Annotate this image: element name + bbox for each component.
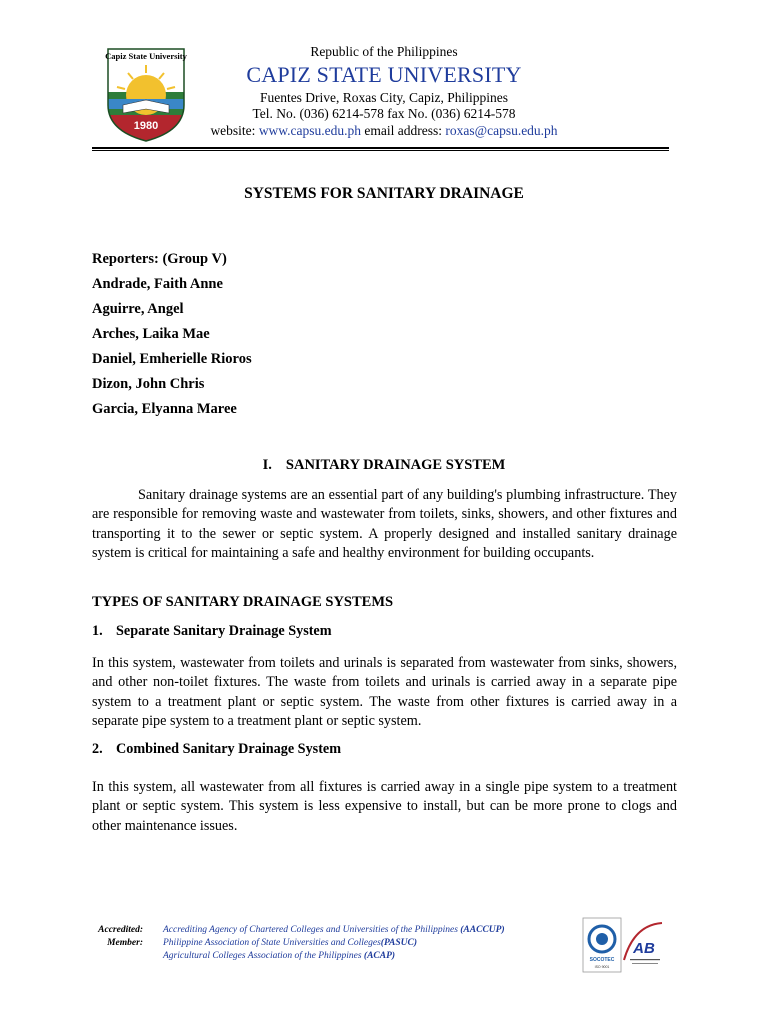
section-title: SANITARY DRAINAGE SYSTEM bbox=[285, 457, 506, 473]
logo-top-text: Capiz State University bbox=[105, 51, 187, 61]
reporters-list bbox=[92, 250, 252, 425]
type-paragraph: In this system, wastewater from toilets and urinals is separated from wastewater from sinks, showers, and other non-toilet fixtures. The waste from toilets and urinals is carried away in a separate pipe system to a treatment plant or septic system. The waste from other fixtures is carried away in a separate pipe system to a treatment plant or septic system. bbox=[92, 655, 677, 730]
section-heading bbox=[0, 457, 768, 474]
university-name: CAPIZ STATE UNIVERSITY bbox=[246, 61, 522, 87]
reporter-name: Garcia, Elyanna Maree bbox=[92, 401, 237, 417]
certification-logos bbox=[582, 915, 666, 975]
type-number: 1. bbox=[92, 623, 103, 639]
reporter-name: Daniel, Emherielle Rioros bbox=[92, 351, 252, 367]
reporter-name: Dizon, John Chris bbox=[92, 376, 205, 392]
republic-line: Republic of the Philippines bbox=[310, 44, 458, 59]
type-heading bbox=[92, 623, 332, 640]
website-label: website: bbox=[210, 122, 259, 138]
website-link[interactable]: www.capsu.edu.ph bbox=[258, 122, 362, 138]
member-label: Member: bbox=[107, 938, 143, 948]
footer-line-acap: Agricultural Colleges Association of the Philippines (ACAP) bbox=[163, 951, 396, 961]
university-logo bbox=[103, 43, 189, 143]
logo1-sub: ISO 9001 bbox=[594, 965, 610, 969]
type-title: Combined Sanitary Drainage System bbox=[116, 741, 342, 757]
phone-line: Tel. No. (036) 6214-578 fax No. (036) 6214-578 bbox=[252, 106, 516, 121]
section-paragraph: Sanitary drainage systems are an essential part of any building's plumbing infrastructure. They are responsible for removing waste and wastewater from toilets, sinks, showers, and other fixtures and transporting it to the sewer or septic system. A properly designed and installed sanitary drainage system is critical for maintaining a safe and healthy environment for building occupants. bbox=[92, 487, 677, 562]
types-heading: TYPES OF SANITARY DRAINAGE SYSTEMS bbox=[92, 594, 394, 610]
letterhead bbox=[190, 44, 578, 139]
footer-affiliations bbox=[163, 924, 505, 963]
footer-line-pasuc: Philippine Association of State Universities and Colleges(PASUC) bbox=[163, 938, 418, 948]
reporter-name: Arches, Laika Mae bbox=[92, 326, 210, 342]
reporter-name: Aguirre, Angel bbox=[92, 301, 184, 317]
footer-line-aaccup: Accrediting Agency of Chartered Colleges and Universities of the Philippines (AACCUP) bbox=[163, 925, 505, 935]
footer-labels bbox=[93, 924, 143, 950]
header-divider-thin bbox=[92, 150, 669, 151]
type-number: 2. bbox=[92, 741, 103, 757]
section-number: I. bbox=[262, 457, 272, 473]
email-label: email address: bbox=[361, 122, 446, 138]
type-paragraph: In this system, all wastewater from all fixtures is carried away in a single pipe system to a treatment plant or septic system. This system is less expensive to install, but can be more prone to clogs and other maintenance issues. bbox=[92, 779, 677, 834]
logo1-text: SOCOTEC bbox=[589, 957, 615, 963]
logo2-text: AB bbox=[633, 940, 655, 957]
logo-year: 1980 bbox=[133, 120, 159, 132]
header-divider bbox=[92, 147, 669, 149]
type-heading bbox=[92, 741, 341, 758]
reporter-name: Andrade, Faith Anne bbox=[92, 276, 223, 292]
contact-line bbox=[190, 123, 578, 140]
email-link[interactable]: roxas@capsu.edu.ph bbox=[445, 122, 558, 138]
document-title: SYSTEMS FOR SANITARY DRAINAGE bbox=[244, 185, 524, 202]
reporters-heading: Reporters: (Group V) bbox=[92, 251, 227, 267]
address-line: Fuentes Drive, Roxas City, Capiz, Philippines bbox=[259, 89, 509, 105]
type-title: Separate Sanitary Drainage System bbox=[116, 623, 332, 639]
accredited-label: Accredited: bbox=[98, 925, 143, 935]
